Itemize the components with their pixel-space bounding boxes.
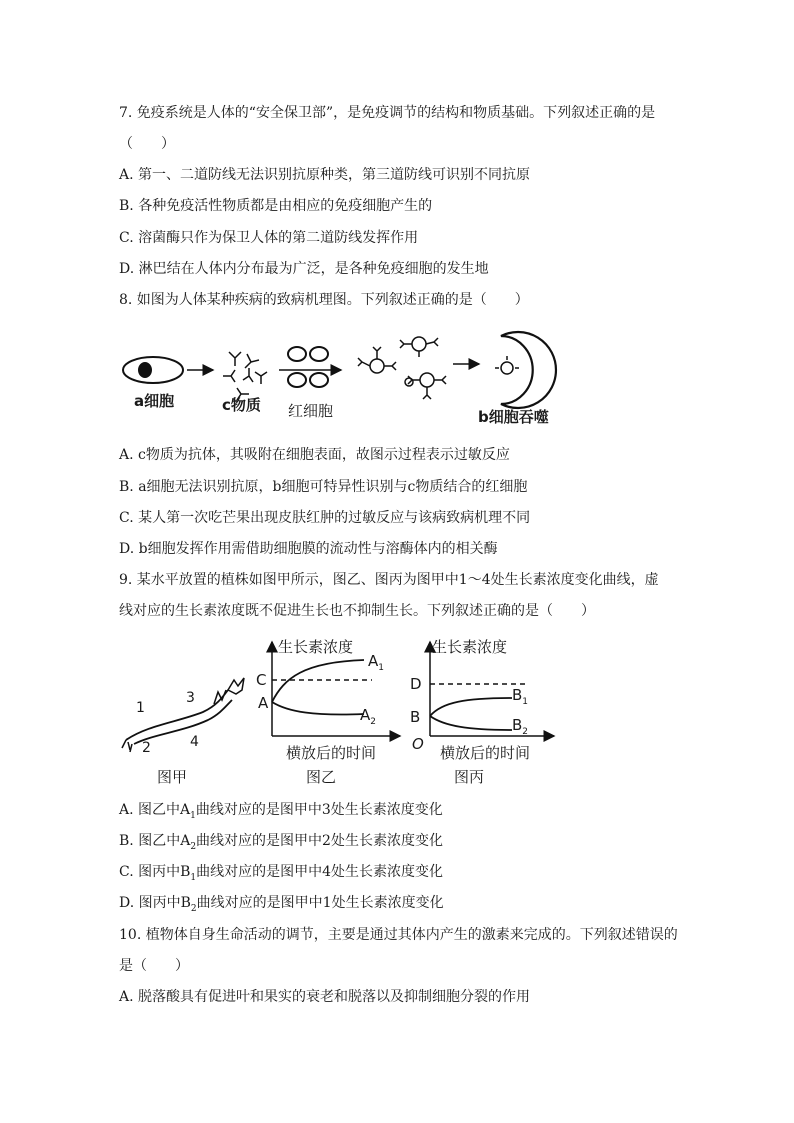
- q7-answer-paren: （ ）: [119, 136, 175, 152]
- fig-bing-caption: 图丙: [454, 768, 485, 786]
- yi-label-c: C: [256, 671, 267, 689]
- yi-label-a1: $A_1$: [368, 652, 384, 673]
- c-substance-antibodies: [223, 352, 267, 400]
- q10-stem-line1: 10. 植物体自身生命活动的调节，主要是通过其体内产生的激素来完成的。下列叙述错误的: [119, 927, 678, 943]
- yi-ylabel: 生长素浓度: [278, 638, 354, 656]
- q9-option-a: A. 图乙中$A_1$曲线对应的是图甲中3处生长素浓度变化: [119, 802, 443, 821]
- curve-a2: [272, 702, 364, 715]
- fig-jia: [118, 660, 248, 760]
- rbc-bound-antibodies: [358, 337, 446, 399]
- red-blood-cells: [288, 347, 328, 387]
- q7-option-d: D. 淋巴结在人体内分布最为广泛，是各种免疫细胞的发生地: [119, 261, 489, 277]
- jia-label-3: 3: [186, 690, 195, 706]
- b-cell-phagocyte: [495, 332, 556, 408]
- q9-option-b: B. 图乙中$A_2$曲线对应的是图甲中2处生长素浓度变化: [119, 833, 443, 852]
- curve-a1: [272, 660, 364, 702]
- jia-label-2: 2: [142, 740, 151, 756]
- fig-bing: [408, 636, 556, 766]
- q8-stem: 8. 如图为人体某种疾病的致病机理图。下列叙述正确的是（ ）: [119, 292, 529, 308]
- bing-ylabel: 生长素浓度: [432, 638, 508, 656]
- q7-option-b: B. 各种免疫活性物质都是由相应的免疫细胞产生的: [119, 198, 433, 214]
- jia-label-4: 4: [190, 734, 199, 750]
- bing-xlabel: 横放后的时间: [440, 744, 531, 762]
- q8-option-d: D. b细胞发挥作用需借助细胞膜的流动性与溶酶体内的相关酶: [119, 541, 498, 557]
- yi-label-a2: $A_2$: [360, 706, 376, 727]
- bing-label-b1: $B_1$: [512, 686, 529, 707]
- q8-option-a: A. c物质为抗体，其吸附在细胞表面，故图示过程表示过敏反应: [119, 447, 510, 463]
- bing-label-d: D: [410, 675, 422, 693]
- fig-jia-caption: 图甲: [157, 768, 188, 786]
- q8-option-b: B. a细胞无法识别抗原，b细胞可特异性识别与c物质结合的红细胞: [119, 479, 528, 495]
- bing-origin-o: O: [412, 735, 424, 753]
- q10-stem-line2: 是（ ）: [119, 958, 189, 974]
- label-b-cell-phagocytosis: b细胞吞噬: [478, 408, 549, 426]
- jia-label-1: 1: [136, 700, 145, 716]
- fig-yi-caption: 图乙: [306, 768, 337, 786]
- q9-option-d: D. 图丙中$B_2$曲线对应的是图甲中1处生长素浓度变化: [119, 895, 444, 914]
- yi-label-a: A: [258, 694, 269, 712]
- q9-option-c: C. 图丙中$B_1$曲线对应的是图甲中4处生长素浓度变化: [119, 864, 444, 883]
- bing-label-b: B: [410, 708, 421, 726]
- a-cell-shape: [123, 357, 183, 383]
- fig-yi: [254, 636, 402, 766]
- q10-option-a: A. 脱落酸具有促进叶和果实的衰老和脱落以及抑制细胞分裂的作用: [119, 989, 531, 1005]
- q7-option-c: C. 溶菌酶只作为保卫人体的第二道防线发挥作用: [119, 230, 419, 246]
- label-red-blood-cell: 红细胞: [288, 402, 334, 420]
- label-c-substance: c物质: [222, 396, 261, 414]
- curve-b2: [430, 716, 512, 730]
- yi-xlabel: 横放后的时间: [286, 744, 377, 762]
- q7-stem: 7. 免疫系统是人体的“安全保卫部”，是免疫调节的结构和物质基础。下列叙述正确的是: [119, 105, 656, 121]
- q8-option-c: C. 某人第一次吃芒果出现皮肤红肿的过敏反应与该病致病机理不同: [119, 510, 531, 526]
- q7-option-a: A. 第一、二道防线无法识别抗原种类，第三道防线可识别不同抗原: [119, 167, 531, 183]
- label-a-cell: a细胞: [134, 392, 175, 410]
- q9-stem-line1: 9. 某水平放置的植株如图甲所示，图乙、图丙为图甲中1～4处生长素浓度变化曲线，虚: [119, 572, 659, 588]
- bing-label-b2: $B_2$: [512, 716, 529, 737]
- q9-stem-line2: 线对应的生长素浓度既不促进生长也不抑制生长。下列叙述正确的是（ ）: [119, 603, 595, 619]
- curve-b1: [430, 698, 512, 716]
